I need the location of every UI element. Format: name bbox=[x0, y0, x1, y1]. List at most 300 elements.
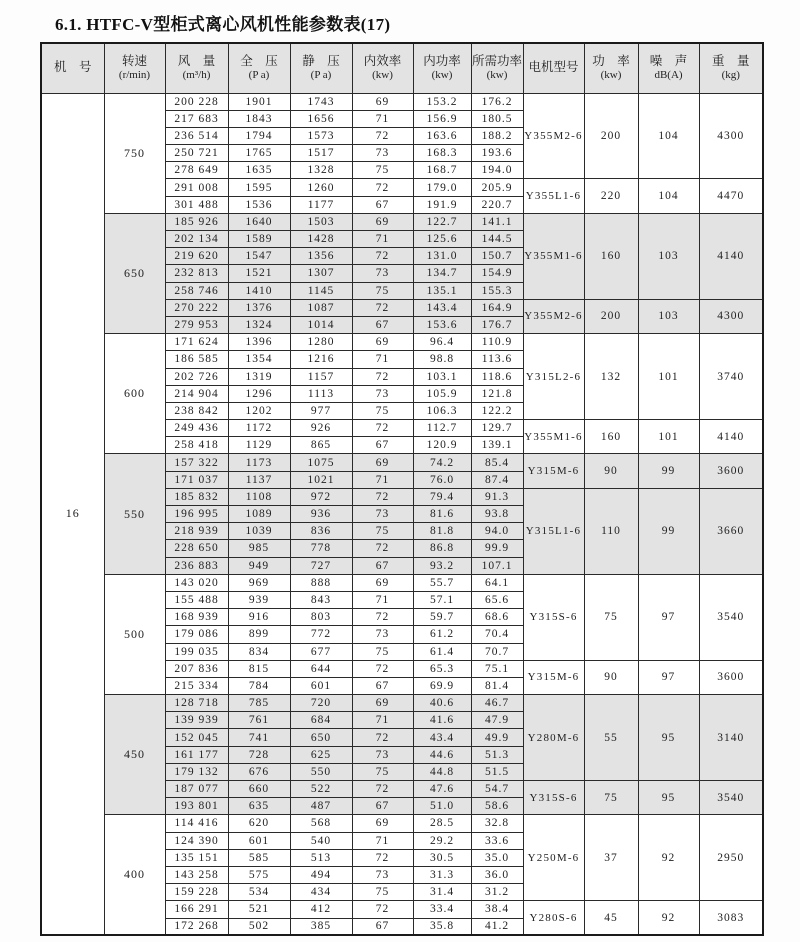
required-power-cell: 188.2 bbox=[471, 127, 523, 144]
total-pressure-cell: 741 bbox=[228, 729, 290, 746]
efficiency-cell: 72 bbox=[352, 299, 413, 316]
total-pressure-cell: 1129 bbox=[228, 437, 290, 454]
total-pressure-cell: 1296 bbox=[228, 385, 290, 402]
internal-power-cell: 105.9 bbox=[413, 385, 471, 402]
required-power-cell: 118.6 bbox=[471, 368, 523, 385]
total-pressure-cell: 502 bbox=[228, 918, 290, 935]
total-pressure-cell: 585 bbox=[228, 849, 290, 866]
table-row bbox=[41, 334, 763, 351]
static-pressure-cell: 803 bbox=[290, 609, 352, 626]
internal-power-cell: 65.3 bbox=[413, 660, 471, 677]
total-pressure-cell: 1324 bbox=[228, 316, 290, 333]
motor-noise-cell: 101 bbox=[638, 420, 699, 454]
flow-cell: 179 086 bbox=[165, 626, 228, 643]
flow-cell: 202 134 bbox=[165, 231, 228, 248]
flow-cell: 278 649 bbox=[165, 162, 228, 179]
motor-power-cell: 45 bbox=[584, 901, 638, 935]
total-pressure-cell: 899 bbox=[228, 626, 290, 643]
static-pressure-cell: 1743 bbox=[290, 93, 352, 110]
static-pressure-cell: 1280 bbox=[290, 334, 352, 351]
static-pressure-cell: 778 bbox=[290, 540, 352, 557]
efficiency-cell: 72 bbox=[352, 179, 413, 196]
internal-power-cell: 103.1 bbox=[413, 368, 471, 385]
total-pressure-cell: 534 bbox=[228, 884, 290, 901]
internal-power-cell: 153.6 bbox=[413, 316, 471, 333]
required-power-cell: 121.8 bbox=[471, 385, 523, 402]
flow-cell: 157 322 bbox=[165, 454, 228, 471]
flow-cell: 185 832 bbox=[165, 488, 228, 505]
motor-power-cell: 200 bbox=[584, 299, 638, 333]
required-power-cell: 51.5 bbox=[471, 763, 523, 780]
static-pressure-cell: 772 bbox=[290, 626, 352, 643]
flow-cell: 207 836 bbox=[165, 660, 228, 677]
motor-weight-cell: 3140 bbox=[699, 695, 763, 781]
internal-power-cell: 86.8 bbox=[413, 540, 471, 557]
internal-power-cell: 153.2 bbox=[413, 93, 471, 110]
motor-power-cell: 220 bbox=[584, 179, 638, 213]
required-power-cell: 180.5 bbox=[471, 110, 523, 127]
column-header: 内功率 (kw) bbox=[413, 43, 471, 93]
efficiency-cell: 73 bbox=[352, 866, 413, 883]
total-pressure-cell: 620 bbox=[228, 815, 290, 832]
total-pressure-cell: 761 bbox=[228, 712, 290, 729]
internal-power-cell: 59.7 bbox=[413, 609, 471, 626]
required-power-cell: 38.4 bbox=[471, 901, 523, 918]
motor-noise-cell: 103 bbox=[638, 299, 699, 333]
speed-cell: 600 bbox=[104, 334, 165, 454]
internal-power-cell: 69.9 bbox=[413, 677, 471, 694]
motor-model-cell: Y315L1-6 bbox=[523, 488, 584, 574]
static-pressure-cell: 540 bbox=[290, 832, 352, 849]
static-pressure-cell: 1573 bbox=[290, 127, 352, 144]
speed-cell: 650 bbox=[104, 213, 165, 333]
flow-cell: 215 334 bbox=[165, 677, 228, 694]
static-pressure-cell: 568 bbox=[290, 815, 352, 832]
static-pressure-cell: 1157 bbox=[290, 368, 352, 385]
flow-cell: 155 488 bbox=[165, 591, 228, 608]
static-pressure-cell: 1307 bbox=[290, 265, 352, 282]
flow-cell: 214 904 bbox=[165, 385, 228, 402]
motor-noise-cell: 92 bbox=[638, 901, 699, 935]
static-pressure-cell: 1260 bbox=[290, 179, 352, 196]
motor-weight-cell: 2950 bbox=[699, 815, 763, 901]
static-pressure-cell: 1503 bbox=[290, 213, 352, 230]
efficiency-cell: 75 bbox=[352, 643, 413, 660]
table-row bbox=[41, 93, 763, 110]
total-pressure-cell: 1172 bbox=[228, 420, 290, 437]
motor-power-cell: 160 bbox=[584, 213, 638, 299]
machine-no-cell: 16 bbox=[41, 93, 104, 935]
motor-noise-cell: 97 bbox=[638, 574, 699, 660]
motor-weight-cell: 3600 bbox=[699, 660, 763, 694]
column-header: 噪 声 dB(A) bbox=[638, 43, 699, 93]
speed-cell: 450 bbox=[104, 695, 165, 815]
internal-power-cell: 179.0 bbox=[413, 179, 471, 196]
internal-power-cell: 135.1 bbox=[413, 282, 471, 299]
required-power-cell: 46.7 bbox=[471, 695, 523, 712]
column-unit: dB(A) bbox=[654, 69, 683, 82]
motor-weight-cell: 3660 bbox=[699, 488, 763, 574]
flow-cell: 270 222 bbox=[165, 299, 228, 316]
required-power-cell: 129.7 bbox=[471, 420, 523, 437]
static-pressure-cell: 487 bbox=[290, 798, 352, 815]
flow-cell: 258 418 bbox=[165, 437, 228, 454]
static-pressure-cell: 888 bbox=[290, 574, 352, 591]
flow-cell: 219 620 bbox=[165, 248, 228, 265]
motor-model-cell: Y355M2-6 bbox=[523, 299, 584, 333]
motor-noise-cell: 99 bbox=[638, 488, 699, 574]
flow-cell: 218 939 bbox=[165, 523, 228, 540]
internal-power-cell: 168.7 bbox=[413, 162, 471, 179]
efficiency-cell: 69 bbox=[352, 93, 413, 110]
internal-power-cell: 44.8 bbox=[413, 763, 471, 780]
efficiency-cell: 72 bbox=[352, 248, 413, 265]
efficiency-cell: 73 bbox=[352, 385, 413, 402]
table-row bbox=[41, 815, 763, 832]
internal-power-cell: 33.4 bbox=[413, 901, 471, 918]
efficiency-cell: 73 bbox=[352, 145, 413, 162]
column-unit: (kw) bbox=[372, 69, 393, 82]
required-power-cell: 33.6 bbox=[471, 832, 523, 849]
internal-power-cell: 81.6 bbox=[413, 506, 471, 523]
column-header: 功 率 (kw) bbox=[584, 43, 638, 93]
efficiency-cell: 71 bbox=[352, 231, 413, 248]
efficiency-cell: 71 bbox=[352, 712, 413, 729]
static-pressure-cell: 684 bbox=[290, 712, 352, 729]
internal-power-cell: 163.6 bbox=[413, 127, 471, 144]
total-pressure-cell: 1635 bbox=[228, 162, 290, 179]
total-pressure-cell: 916 bbox=[228, 609, 290, 626]
total-pressure-cell: 1536 bbox=[228, 196, 290, 213]
efficiency-cell: 69 bbox=[352, 454, 413, 471]
total-pressure-cell: 1319 bbox=[228, 368, 290, 385]
static-pressure-cell: 513 bbox=[290, 849, 352, 866]
required-power-cell: 64.1 bbox=[471, 574, 523, 591]
total-pressure-cell: 949 bbox=[228, 557, 290, 574]
total-pressure-cell: 1901 bbox=[228, 93, 290, 110]
motor-noise-cell: 99 bbox=[638, 454, 699, 488]
required-power-cell: 51.3 bbox=[471, 746, 523, 763]
internal-power-cell: 96.4 bbox=[413, 334, 471, 351]
motor-weight-cell: 3600 bbox=[699, 454, 763, 488]
motor-noise-cell: 95 bbox=[638, 695, 699, 781]
efficiency-cell: 67 bbox=[352, 557, 413, 574]
column-unit: (P a) bbox=[310, 69, 332, 82]
motor-weight-cell: 3540 bbox=[699, 574, 763, 660]
required-power-cell: 32.8 bbox=[471, 815, 523, 832]
column-unit: (kw) bbox=[486, 69, 508, 82]
flow-cell: 179 132 bbox=[165, 763, 228, 780]
table-header-row bbox=[41, 43, 763, 93]
flow-cell: 152 045 bbox=[165, 729, 228, 746]
total-pressure-cell: 601 bbox=[228, 832, 290, 849]
column-header: 转速 (r/min) bbox=[104, 43, 165, 93]
flow-cell: 124 390 bbox=[165, 832, 228, 849]
static-pressure-cell: 865 bbox=[290, 437, 352, 454]
static-pressure-cell: 412 bbox=[290, 901, 352, 918]
internal-power-cell: 31.4 bbox=[413, 884, 471, 901]
fan-performance-table bbox=[40, 42, 764, 936]
flow-cell: 168 939 bbox=[165, 609, 228, 626]
efficiency-cell: 67 bbox=[352, 316, 413, 333]
column-header: 静 压 (P a) bbox=[290, 43, 352, 93]
required-power-cell: 58.6 bbox=[471, 798, 523, 815]
motor-noise-cell: 101 bbox=[638, 334, 699, 420]
efficiency-cell: 72 bbox=[352, 540, 413, 557]
required-power-cell: 141.1 bbox=[471, 213, 523, 230]
motor-noise-cell: 97 bbox=[638, 660, 699, 694]
flow-cell: 128 718 bbox=[165, 695, 228, 712]
static-pressure-cell: 926 bbox=[290, 420, 352, 437]
column-header: 风 量 (m³/h) bbox=[165, 43, 228, 93]
motor-noise-cell: 92 bbox=[638, 815, 699, 901]
internal-power-cell: 51.0 bbox=[413, 798, 471, 815]
required-power-cell: 193.6 bbox=[471, 145, 523, 162]
static-pressure-cell: 1075 bbox=[290, 454, 352, 471]
table-row bbox=[41, 213, 763, 230]
efficiency-cell: 71 bbox=[352, 110, 413, 127]
internal-power-cell: 191.9 bbox=[413, 196, 471, 213]
required-power-cell: 176.7 bbox=[471, 316, 523, 333]
flow-cell: 291 008 bbox=[165, 179, 228, 196]
required-power-cell: 194.0 bbox=[471, 162, 523, 179]
internal-power-cell: 74.2 bbox=[413, 454, 471, 471]
flow-cell: 279 953 bbox=[165, 316, 228, 333]
total-pressure-cell: 939 bbox=[228, 591, 290, 608]
motor-weight-cell: 3540 bbox=[699, 781, 763, 815]
motor-model-cell: Y355L1-6 bbox=[523, 179, 584, 213]
speed-cell: 500 bbox=[104, 574, 165, 694]
static-pressure-cell: 650 bbox=[290, 729, 352, 746]
internal-power-cell: 41.6 bbox=[413, 712, 471, 729]
required-power-cell: 113.6 bbox=[471, 351, 523, 368]
required-power-cell: 54.7 bbox=[471, 781, 523, 798]
flow-cell: 171 624 bbox=[165, 334, 228, 351]
column-header: 所需功率 (kw) bbox=[471, 43, 523, 93]
flow-cell: 135 151 bbox=[165, 849, 228, 866]
total-pressure-cell: 1640 bbox=[228, 213, 290, 230]
internal-power-cell: 29.2 bbox=[413, 832, 471, 849]
internal-power-cell: 81.8 bbox=[413, 523, 471, 540]
motor-model-cell: Y355M2-6 bbox=[523, 93, 584, 179]
static-pressure-cell: 720 bbox=[290, 695, 352, 712]
total-pressure-cell: 1595 bbox=[228, 179, 290, 196]
required-power-cell: 35.0 bbox=[471, 849, 523, 866]
efficiency-cell: 72 bbox=[352, 660, 413, 677]
efficiency-cell: 71 bbox=[352, 351, 413, 368]
efficiency-cell: 72 bbox=[352, 901, 413, 918]
speed-cell: 550 bbox=[104, 454, 165, 574]
efficiency-cell: 69 bbox=[352, 815, 413, 832]
required-power-cell: 41.2 bbox=[471, 918, 523, 935]
motor-power-cell: 132 bbox=[584, 334, 638, 420]
efficiency-cell: 73 bbox=[352, 265, 413, 282]
required-power-cell: 65.6 bbox=[471, 591, 523, 608]
flow-cell: 200 228 bbox=[165, 93, 228, 110]
required-power-cell: 110.9 bbox=[471, 334, 523, 351]
total-pressure-cell: 676 bbox=[228, 763, 290, 780]
motor-power-cell: 55 bbox=[584, 695, 638, 781]
motor-weight-cell: 3740 bbox=[699, 334, 763, 420]
static-pressure-cell: 727 bbox=[290, 557, 352, 574]
total-pressure-cell: 815 bbox=[228, 660, 290, 677]
static-pressure-cell: 494 bbox=[290, 866, 352, 883]
motor-weight-cell: 4300 bbox=[699, 299, 763, 333]
flow-cell: 171 037 bbox=[165, 471, 228, 488]
required-power-cell: 155.3 bbox=[471, 282, 523, 299]
motor-weight-cell: 4140 bbox=[699, 213, 763, 299]
required-power-cell: 94.0 bbox=[471, 523, 523, 540]
efficiency-cell: 72 bbox=[352, 420, 413, 437]
required-power-cell: 176.2 bbox=[471, 93, 523, 110]
flow-cell: 159 228 bbox=[165, 884, 228, 901]
static-pressure-cell: 1014 bbox=[290, 316, 352, 333]
flow-cell: 228 650 bbox=[165, 540, 228, 557]
flow-cell: 301 488 bbox=[165, 196, 228, 213]
flow-cell: 187 077 bbox=[165, 781, 228, 798]
efficiency-cell: 71 bbox=[352, 832, 413, 849]
column-header: 电机型号 bbox=[523, 43, 584, 93]
flow-cell: 172 268 bbox=[165, 918, 228, 935]
internal-power-cell: 31.3 bbox=[413, 866, 471, 883]
total-pressure-cell: 1765 bbox=[228, 145, 290, 162]
total-pressure-cell: 1089 bbox=[228, 506, 290, 523]
table-body bbox=[41, 93, 763, 935]
static-pressure-cell: 1177 bbox=[290, 196, 352, 213]
total-pressure-cell: 985 bbox=[228, 540, 290, 557]
total-pressure-cell: 1137 bbox=[228, 471, 290, 488]
motor-model-cell: Y315M-6 bbox=[523, 660, 584, 694]
efficiency-cell: 72 bbox=[352, 781, 413, 798]
motor-weight-cell: 4470 bbox=[699, 179, 763, 213]
total-pressure-cell: 1039 bbox=[228, 523, 290, 540]
column-unit: (r/min) bbox=[118, 69, 151, 82]
required-power-cell: 75.1 bbox=[471, 660, 523, 677]
column-unit: (m³/h) bbox=[182, 69, 211, 82]
internal-power-cell: 156.9 bbox=[413, 110, 471, 127]
required-power-cell: 150.7 bbox=[471, 248, 523, 265]
motor-power-cell: 37 bbox=[584, 815, 638, 901]
static-pressure-cell: 977 bbox=[290, 402, 352, 419]
flow-cell: 249 436 bbox=[165, 420, 228, 437]
flow-cell: 114 416 bbox=[165, 815, 228, 832]
required-power-cell: 49.9 bbox=[471, 729, 523, 746]
static-pressure-cell: 1517 bbox=[290, 145, 352, 162]
flow-cell: 250 721 bbox=[165, 145, 228, 162]
motor-model-cell: Y355M1-6 bbox=[523, 213, 584, 299]
static-pressure-cell: 1428 bbox=[290, 231, 352, 248]
motor-model-cell: Y280S-6 bbox=[523, 901, 584, 935]
speed-cell: 400 bbox=[104, 815, 165, 935]
table-row bbox=[41, 695, 763, 712]
required-power-cell: 68.6 bbox=[471, 609, 523, 626]
motor-power-cell: 90 bbox=[584, 660, 638, 694]
total-pressure-cell: 1410 bbox=[228, 282, 290, 299]
efficiency-cell: 67 bbox=[352, 437, 413, 454]
total-pressure-cell: 521 bbox=[228, 901, 290, 918]
efficiency-cell: 72 bbox=[352, 849, 413, 866]
efficiency-cell: 75 bbox=[352, 884, 413, 901]
efficiency-cell: 67 bbox=[352, 918, 413, 935]
efficiency-cell: 72 bbox=[352, 488, 413, 505]
total-pressure-cell: 635 bbox=[228, 798, 290, 815]
column-header: 重 量 (kg) bbox=[699, 43, 763, 93]
internal-power-cell: 106.3 bbox=[413, 402, 471, 419]
column-unit: (kw) bbox=[600, 69, 622, 82]
total-pressure-cell: 1396 bbox=[228, 334, 290, 351]
efficiency-cell: 73 bbox=[352, 506, 413, 523]
efficiency-cell: 69 bbox=[352, 334, 413, 351]
total-pressure-cell: 1843 bbox=[228, 110, 290, 127]
internal-power-cell: 168.3 bbox=[413, 145, 471, 162]
internal-power-cell: 47.6 bbox=[413, 781, 471, 798]
motor-model-cell: Y315L2-6 bbox=[523, 334, 584, 420]
efficiency-cell: 72 bbox=[352, 729, 413, 746]
internal-power-cell: 131.0 bbox=[413, 248, 471, 265]
motor-noise-cell: 95 bbox=[638, 781, 699, 815]
efficiency-cell: 72 bbox=[352, 127, 413, 144]
motor-model-cell: Y315S-6 bbox=[523, 574, 584, 660]
total-pressure-cell: 660 bbox=[228, 781, 290, 798]
internal-power-cell: 76.0 bbox=[413, 471, 471, 488]
efficiency-cell: 67 bbox=[352, 677, 413, 694]
required-power-cell: 107.1 bbox=[471, 557, 523, 574]
required-power-cell: 87.4 bbox=[471, 471, 523, 488]
required-power-cell: 164.9 bbox=[471, 299, 523, 316]
flow-cell: 143 020 bbox=[165, 574, 228, 591]
internal-power-cell: 30.5 bbox=[413, 849, 471, 866]
internal-power-cell: 55.7 bbox=[413, 574, 471, 591]
total-pressure-cell: 1108 bbox=[228, 488, 290, 505]
internal-power-cell: 57.1 bbox=[413, 591, 471, 608]
total-pressure-cell: 1794 bbox=[228, 127, 290, 144]
motor-model-cell: Y315M-6 bbox=[523, 454, 584, 488]
static-pressure-cell: 601 bbox=[290, 677, 352, 694]
flow-cell: 139 939 bbox=[165, 712, 228, 729]
efficiency-cell: 75 bbox=[352, 523, 413, 540]
static-pressure-cell: 677 bbox=[290, 643, 352, 660]
efficiency-cell: 69 bbox=[352, 213, 413, 230]
motor-model-cell: Y355M1-6 bbox=[523, 420, 584, 454]
efficiency-cell: 73 bbox=[352, 626, 413, 643]
required-power-cell: 36.0 bbox=[471, 866, 523, 883]
motor-model-cell: Y280M-6 bbox=[523, 695, 584, 781]
total-pressure-cell: 1173 bbox=[228, 454, 290, 471]
efficiency-cell: 75 bbox=[352, 402, 413, 419]
total-pressure-cell: 1354 bbox=[228, 351, 290, 368]
total-pressure-cell: 1521 bbox=[228, 265, 290, 282]
required-power-cell: 47.9 bbox=[471, 712, 523, 729]
internal-power-cell: 61.4 bbox=[413, 643, 471, 660]
internal-power-cell: 120.9 bbox=[413, 437, 471, 454]
motor-power-cell: 200 bbox=[584, 93, 638, 179]
efficiency-cell: 73 bbox=[352, 746, 413, 763]
required-power-cell: 91.3 bbox=[471, 488, 523, 505]
internal-power-cell: 112.7 bbox=[413, 420, 471, 437]
motor-weight-cell: 4140 bbox=[699, 420, 763, 454]
column-header: 内效率 (kw) bbox=[352, 43, 413, 93]
table-row bbox=[41, 574, 763, 591]
required-power-cell: 99.9 bbox=[471, 540, 523, 557]
flow-cell: 143 258 bbox=[165, 866, 228, 883]
efficiency-cell: 71 bbox=[352, 591, 413, 608]
motor-power-cell: 75 bbox=[584, 781, 638, 815]
flow-cell: 238 842 bbox=[165, 402, 228, 419]
motor-power-cell: 160 bbox=[584, 420, 638, 454]
flow-cell: 236 514 bbox=[165, 127, 228, 144]
column-unit: (kg) bbox=[721, 69, 740, 82]
efficiency-cell: 75 bbox=[352, 282, 413, 299]
